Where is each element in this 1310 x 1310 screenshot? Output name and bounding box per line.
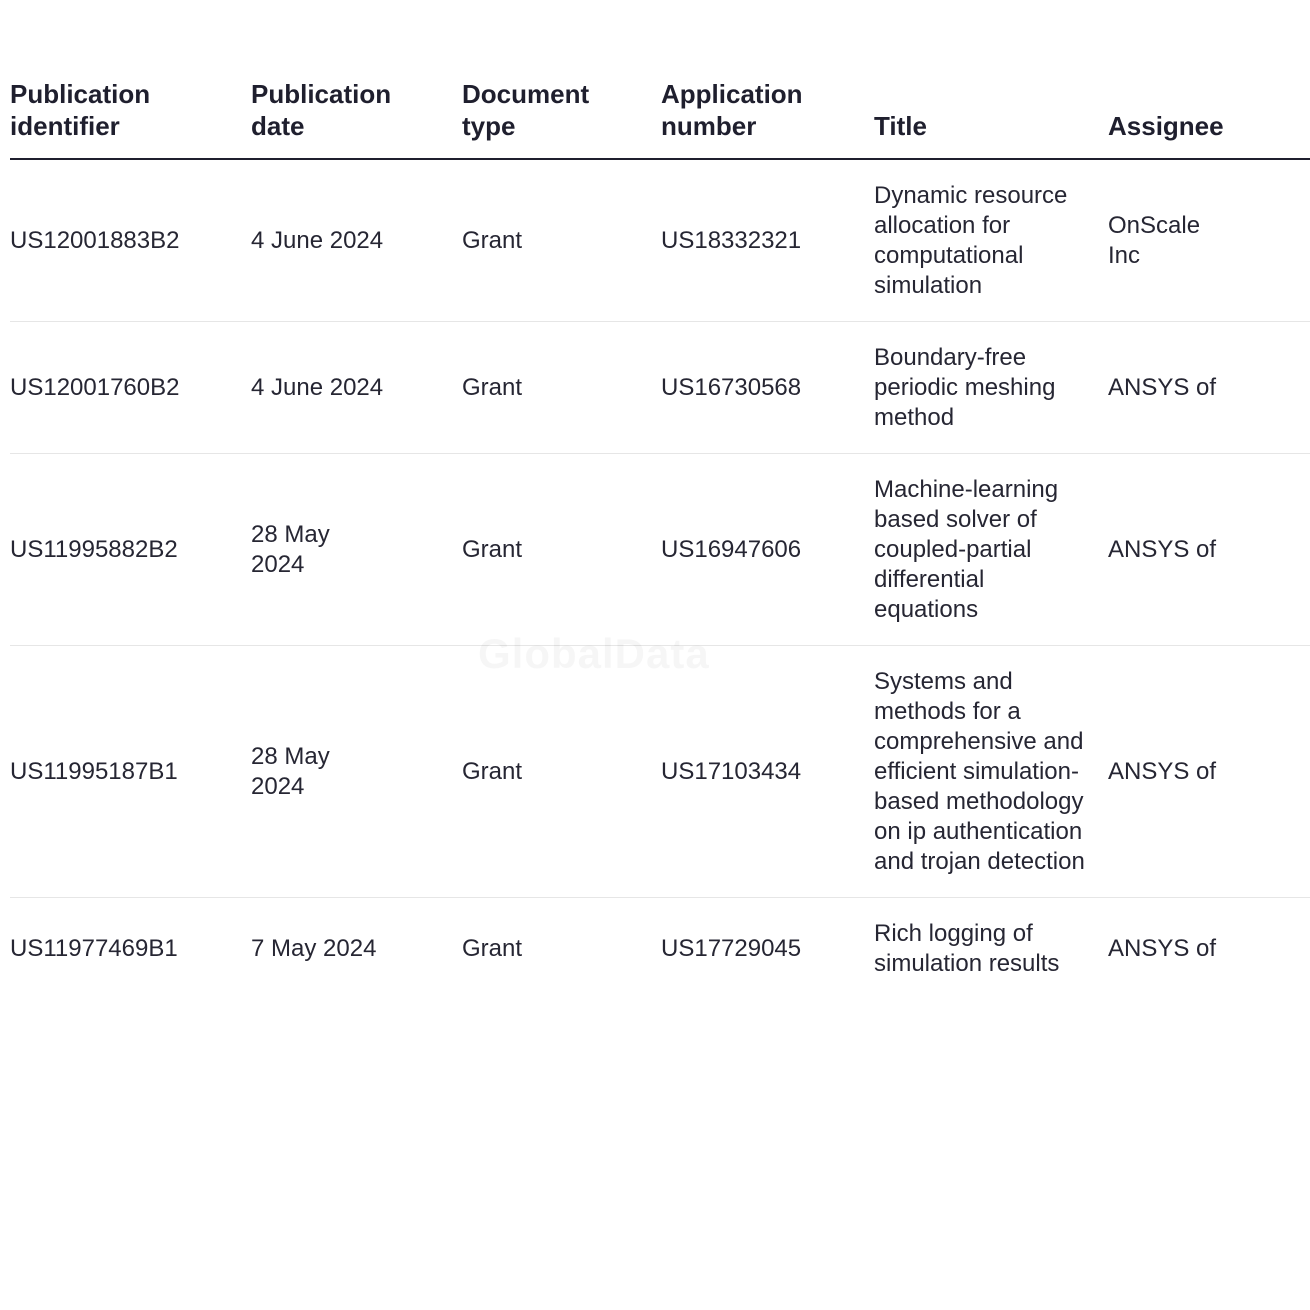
cell-publication-identifier — [10, 454, 251, 646]
header-publication-identifier — [10, 78, 251, 159]
cell-text: US12001760B2 — [10, 374, 180, 401]
cell-document-type — [462, 898, 661, 1000]
table-row — [10, 646, 1310, 898]
header-application-number — [661, 78, 874, 159]
cell-text: ANSYS of — [1108, 935, 1217, 962]
table-row — [10, 159, 1310, 322]
cell-application-number — [661, 898, 874, 1000]
cell-text: OnScale Inc — [1108, 212, 1201, 269]
cell-text: Grant — [462, 227, 523, 254]
cell-text: US11977469B1 — [10, 935, 178, 962]
header-label: Publication identifier — [10, 79, 151, 141]
cell-publication-date — [251, 159, 462, 322]
cell-publication-identifier — [10, 898, 251, 1000]
cell-text: US18332321 — [661, 227, 802, 254]
cell-assignee — [1108, 898, 1310, 1000]
cell-assignee — [1108, 322, 1310, 454]
cell-application-number — [661, 646, 874, 898]
cell-text: US17729045 — [661, 935, 802, 962]
table-row — [10, 454, 1310, 646]
cell-text: US12001883B2 — [10, 227, 180, 254]
cell-text: Rich logging of simulation results — [874, 920, 1060, 977]
patent-table-container — [10, 78, 1224, 999]
cell-text: 7 May 2024 — [251, 935, 377, 962]
cell-text: ANSYS of — [1108, 536, 1217, 563]
cell-text: Machine-learning based solver of coupled-partial differential equations — [874, 476, 1059, 623]
cell-publication-identifier — [10, 159, 251, 322]
cell-title — [874, 159, 1108, 322]
cell-text: 28 May 2024 — [251, 521, 330, 578]
cell-document-type — [462, 454, 661, 646]
cell-application-number — [661, 322, 874, 454]
table-body — [10, 159, 1310, 999]
cell-assignee — [1108, 646, 1310, 898]
cell-publication-date — [251, 322, 462, 454]
table-header — [10, 78, 1310, 159]
table-row — [10, 898, 1310, 1000]
cell-assignee — [1108, 159, 1310, 322]
patent-table — [10, 78, 1310, 999]
cell-publication-identifier — [10, 322, 251, 454]
cell-publication-date — [251, 898, 462, 1000]
cell-text: US11995882B2 — [10, 536, 178, 563]
cell-text: ANSYS of — [1108, 758, 1217, 785]
cell-title — [874, 898, 1108, 1000]
header-label: Assignee — [1108, 111, 1224, 141]
cell-text: 4 June 2024 — [251, 227, 384, 254]
header-label: Application number — [661, 79, 803, 141]
header-document-type — [462, 78, 661, 159]
header-label: Title — [874, 111, 927, 141]
cell-text: 28 May 2024 — [251, 743, 330, 800]
cell-text: Grant — [462, 935, 523, 962]
header-row — [10, 78, 1310, 159]
cell-text: US16730568 — [661, 374, 802, 401]
header-assignee — [1108, 78, 1310, 159]
table-row — [10, 322, 1310, 454]
cell-text: ANSYS of — [1108, 374, 1217, 401]
cell-document-type — [462, 322, 661, 454]
cell-text: US17103434 — [661, 758, 802, 785]
cell-document-type — [462, 159, 661, 322]
cell-application-number — [661, 159, 874, 322]
cell-document-type — [462, 646, 661, 898]
cell-text: Systems and methods for a comprehensive and efficient simulation-based methodology on ip authentication and trojan detection — [874, 668, 1085, 875]
header-label: Publication date — [251, 79, 392, 141]
cell-text: 4 June 2024 — [251, 374, 384, 401]
cell-text: US16947606 — [661, 536, 802, 563]
cell-text: Grant — [462, 374, 523, 401]
header-publication-date — [251, 78, 462, 159]
cell-title — [874, 646, 1108, 898]
cell-publication-date — [251, 454, 462, 646]
cell-publication-date — [251, 646, 462, 898]
cell-text: Dynamic resource allocation for computational simulation — [874, 182, 1068, 299]
cell-title — [874, 322, 1108, 454]
cell-text: Grant — [462, 758, 523, 785]
cell-text: Grant — [462, 536, 523, 563]
cell-application-number — [661, 454, 874, 646]
cell-title — [874, 454, 1108, 646]
cell-assignee — [1108, 454, 1310, 646]
header-title — [874, 78, 1108, 159]
cell-publication-identifier — [10, 646, 251, 898]
cell-text: Boundary-free periodic meshing method — [874, 344, 1056, 431]
cell-text: US11995187B1 — [10, 758, 178, 785]
header-label: Document type — [462, 79, 590, 141]
